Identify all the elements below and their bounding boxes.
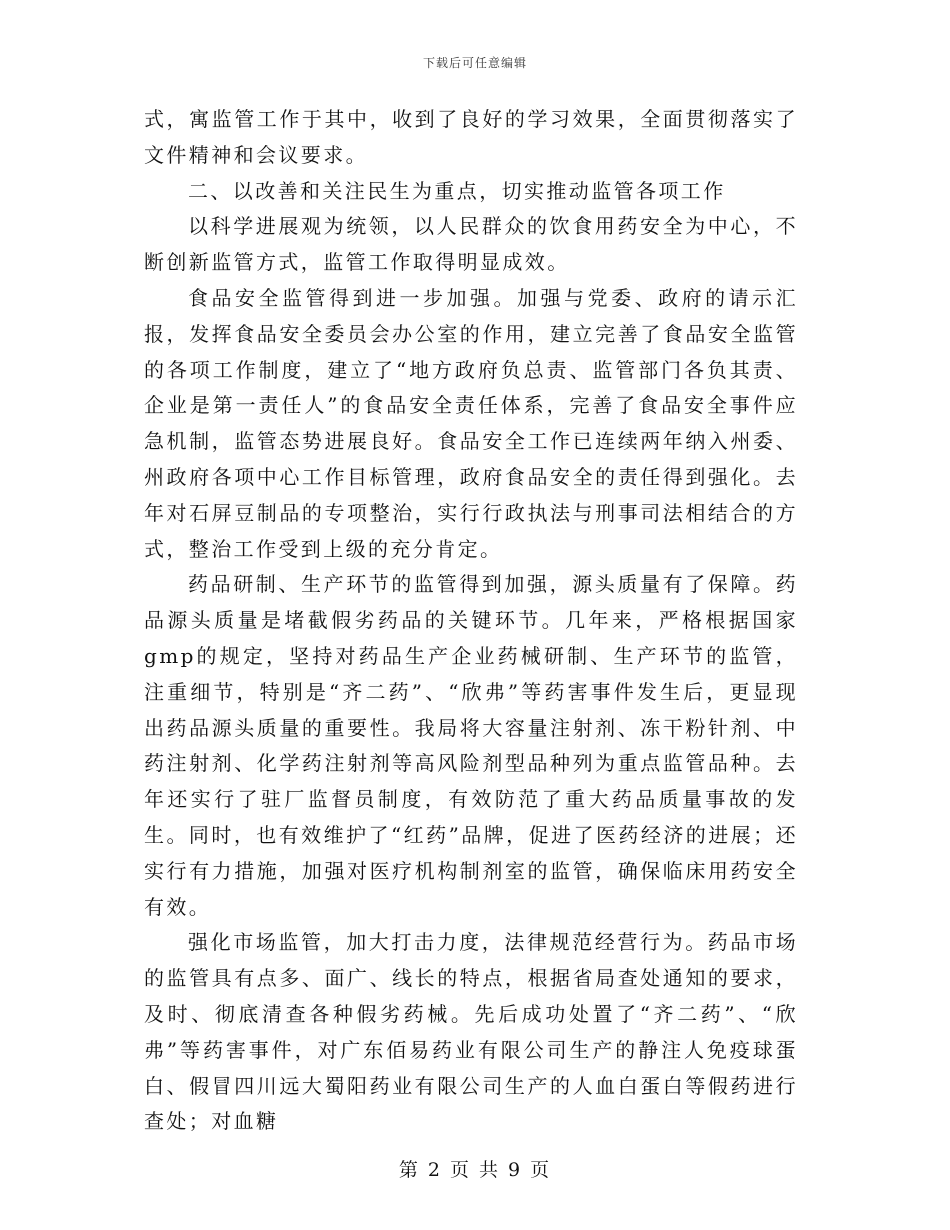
paragraph-1: 式，寓监管工作于其中，收到了良好的学习效果，全面贯彻落实了文件精神和会议要求。 [144, 107, 798, 167]
paragraph-drug-production: 药品研制、生产环节的监管得到加强，源头质量有了保障。药品源头质量是堵截假劣药品的关键环节。几年来，严格根据国家gmp的规定，坚持对药品生产企业药械研制、生产环节的监管，注重细节，特别是“齐二药”、“欣弗”等药害事件发生后，更显现出药品源头质量的重要性。我局将大容量注射剂、冻干粉针剂、中药注射剂、化学药注射剂等高风险剂型品种列为重点监管品种。去年还实行了驻厂监督员制度，有效防范了重大药品质量事故的发生。同时，也有效维护了“红药”品牌，促进了医药经济的进展；还实行有力措施，加强对医疗机构制剂室的监管，确保临床用药安全有效。 [144, 572, 798, 919]
paragraph-market-supervision: 强化市场监管，加大打击力度，法律规范经营行为。药品市场的监管具有点多、面广、线长的特点，根据省局查处通知的要求，及时、彻底清查各种假劣药械。先后成功处置了“齐二药”、“欣弗”等药害事件，对广东佰易药业有限公司生产的静注人免疫球蛋白、假冒四川远大蜀阳药业有限公司生产的人血白蛋白等假药进行查处；对血糖 [144, 930, 798, 1134]
paragraph-food-safety: 食品安全监管得到进一步加强。加强与党委、政府的请示汇报，发挥食品安全委员会办公室的作用，建立完善了食品安全监管的各项工作制度，建立了“地方政府负总责、监管部门各负其责、企业是第一责任人”的食品安全责任体系，完善了食品安全事件应急机制，监管态势进展良好。食品安全工作已连续两年纳入州委、州政府各项中心工作目标管理，政府食品安全的责任得到强化。去年对石屏豆制品的专项整治，实行行政执法与刑事司法相结合的方式，整治工作受到上级的充分肯定。 [144, 285, 798, 561]
section-heading: 二、以改善和关注民生为重点，切实推动监管各项工作 [188, 178, 726, 203]
paragraph-3: 以科学进展观为统领，以人民群众的饮食用药安全为中心，不断创新监管方式，监管工作取得明显成效。 [144, 214, 798, 275]
document-body [144, 102, 798, 1140]
page-header: 下载后可任意编辑 [422, 56, 527, 70]
page-footer: 第 2 页 共 9 页 [398, 1159, 552, 1181]
